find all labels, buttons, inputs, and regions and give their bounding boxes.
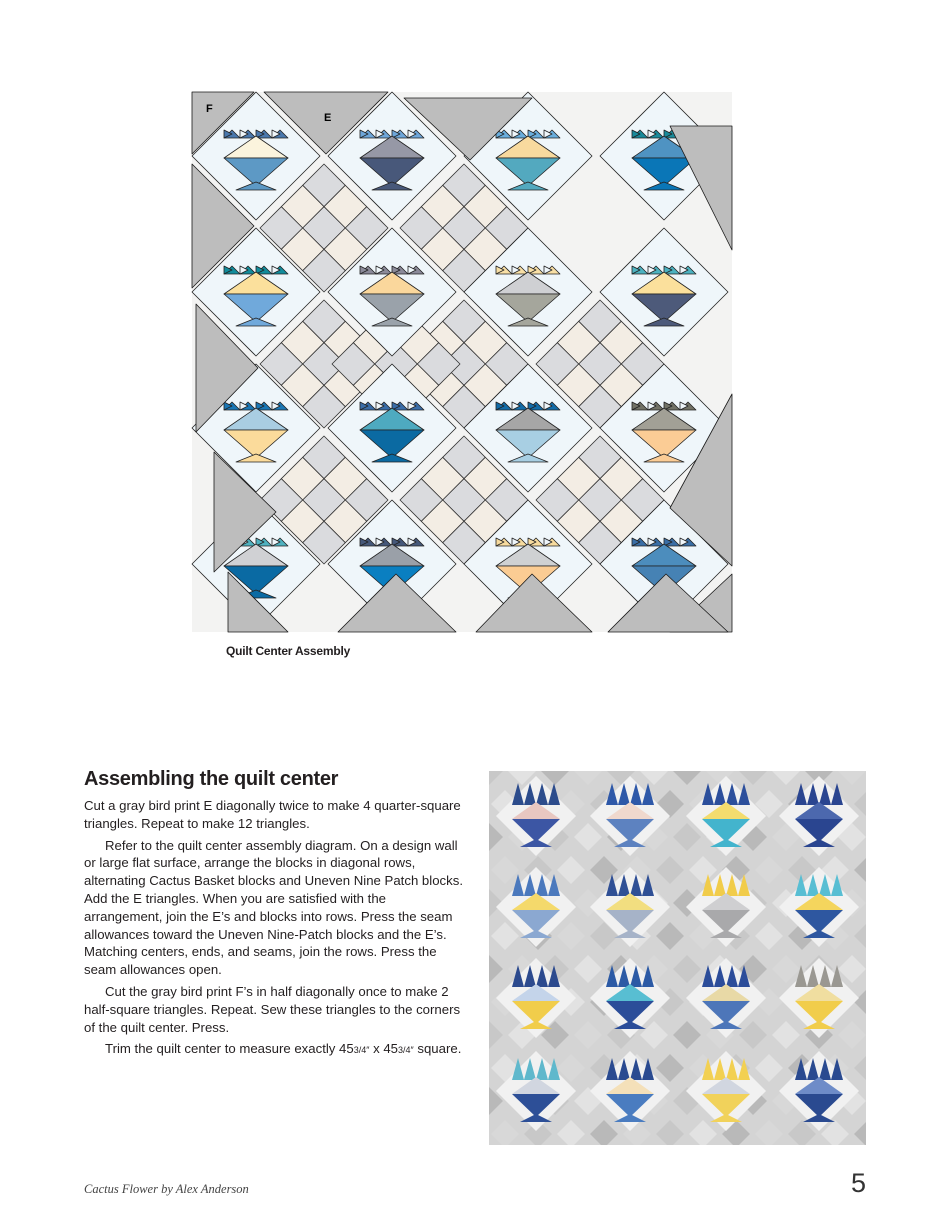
p4-start: Trim the quilt center to measure exactly 45	[105, 1041, 354, 1057]
diagram-caption: Quilt Center Assembly	[226, 644, 351, 658]
footer-credit: Cactus Flower by Alex Anderson	[84, 1182, 249, 1196]
quilt-center-assembly-diagram	[188, 88, 736, 636]
label-f: F	[206, 103, 213, 115]
paragraph-2: Refer to the quilt center assembly diagram. On a design wall or large flat surface, arrange the blocks in diagonal rows, alternating Cactus Basket blocks and Uneven Nine Patch blocks. Add the E triangles. When you are satisfied with the arrangement, join the E’s and blocks into rows. Press the seam allowances toward the Uneven Nine-Patch blocks and the E’s. Matching centers, ends, and seams, join the rows. Press the seam allowances open.	[84, 837, 463, 978]
section-heading: Assembling the quilt center	[84, 768, 339, 790]
page-number: 5	[851, 1168, 867, 1198]
p4-end: square.	[413, 1041, 462, 1057]
paragraph-4	[84, 1040, 464, 1060]
label-e: E	[324, 112, 332, 124]
p4-fraction-1: 3/4″	[353, 1045, 370, 1056]
p4-times: x 45	[369, 1041, 399, 1057]
paragraph-1: Cut a gray bird print E diagonally twice to make 4 quarter-square triangles. Repeat to make 12 triangles.	[84, 798, 461, 831]
p4-fraction-2: 3/4″	[398, 1045, 414, 1056]
quilt-photo	[489, 771, 866, 1145]
article	[84, 768, 464, 1064]
paragraph-3: Cut the gray bird print F’s in half diagonally once to make 2 half-square triangles. Repeat. Sew these triangles to the corners of the quilt center. Press.	[84, 983, 461, 1035]
